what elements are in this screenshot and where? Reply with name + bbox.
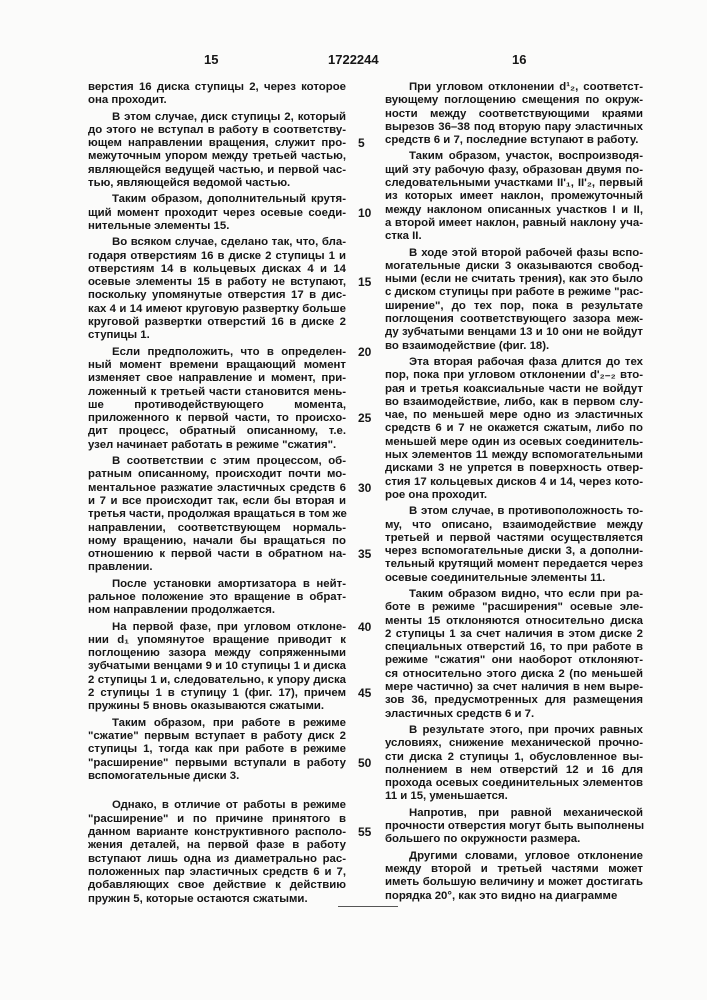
line-text: ных элементов 11 между вспомогательными xyxy=(385,449,643,461)
text-line xyxy=(385,150,643,163)
right-text-column xyxy=(385,81,643,906)
line-text: осевые элементы 15 в работу не вступают, xyxy=(88,276,346,288)
line-text: боте в режиме "расширения" осевые эле- xyxy=(385,601,643,613)
text-line xyxy=(385,737,643,750)
text-line xyxy=(385,519,643,532)
line-text: ше противодействующего момента, xyxy=(88,399,346,411)
text-line xyxy=(88,770,346,783)
text-line xyxy=(88,137,346,150)
line-text: вспомогательные диски 3. xyxy=(88,770,239,782)
line-text: ральное положение это вращение в обрат- xyxy=(88,591,346,603)
line-text: менты 15 отклоняются относительно диска xyxy=(385,615,643,627)
line-text: отношению к первой части в обратном на- xyxy=(88,548,346,560)
line-text: Если предположить, что в определен- xyxy=(112,346,346,358)
text-line xyxy=(88,439,346,452)
line-text: щий эту рабочую фазу, образован двумя по- xyxy=(385,164,643,176)
paragraph xyxy=(88,193,346,233)
line-text: третья части, продолжая вращаться в том же xyxy=(88,508,347,520)
text-line xyxy=(385,654,643,667)
text-line xyxy=(385,121,643,134)
line-number: 35 xyxy=(358,548,371,561)
text-line xyxy=(385,863,643,876)
line-text: 11 и 15, уменьшается. xyxy=(385,790,508,802)
line-text: поскольку упомянутые отверстия 17 в дис- xyxy=(88,289,346,301)
text-line xyxy=(385,668,643,681)
line-text: через вспомогательные диски 3, а дополни- xyxy=(385,545,643,557)
paragraph xyxy=(385,850,643,903)
paragraph xyxy=(88,81,346,108)
text-line xyxy=(88,866,346,879)
line-text: отверстиям 14 в кольцевых дисках 4 и 14 xyxy=(88,263,346,275)
paragraph xyxy=(88,621,346,714)
line-text: порядка 20°, как это видно на диаграмме xyxy=(385,890,617,902)
paragraph xyxy=(385,724,643,804)
line-text: до этого не вступал в работу в соответству- xyxy=(88,124,346,136)
line-text: данном варианте конструктивного располо- xyxy=(88,826,346,838)
text-line xyxy=(88,399,346,412)
text-line xyxy=(385,601,643,614)
text-line xyxy=(385,807,643,820)
text-line xyxy=(88,329,346,342)
text-line xyxy=(385,850,643,863)
line-text: Таким образом, при работе в режиме xyxy=(112,717,346,729)
text-line xyxy=(385,177,643,190)
line-text: ющем направлении вращения, служит про- xyxy=(88,137,346,149)
line-text: В этом случае, в противоположность то- xyxy=(409,505,643,517)
paragraph xyxy=(88,717,346,783)
line-text: во взаимодействие, либо, как в первом слу- xyxy=(385,396,643,408)
text-line xyxy=(88,359,346,372)
text-line xyxy=(88,81,346,94)
line-text: В результате этого, при прочих равных xyxy=(409,724,643,736)
paragraph xyxy=(385,505,643,585)
text-line xyxy=(385,134,643,147)
text-line xyxy=(88,674,346,687)
line-text: Во всяком случае, сделано так, что, бла- xyxy=(112,236,346,248)
paragraph xyxy=(385,807,643,847)
text-line xyxy=(385,708,643,721)
text-line xyxy=(88,303,346,316)
text-line xyxy=(88,193,346,206)
text-line xyxy=(385,462,643,475)
text-line xyxy=(88,207,346,220)
text-line xyxy=(385,545,643,558)
line-text: тельный крутящий момент передается через xyxy=(385,558,643,570)
text-line xyxy=(385,217,643,230)
left-text-column xyxy=(88,81,346,909)
text-line xyxy=(88,455,346,468)
line-text: "расширение" и по причине принятого в xyxy=(88,813,346,825)
line-text: пор, пока при угловом отклонении d'₂₋₂ вто- xyxy=(385,369,643,381)
text-line xyxy=(88,289,346,302)
line-text: осевые соединительные элементы 11. xyxy=(385,572,605,584)
line-text: вступают лишь одна из диаметрально рас- xyxy=(88,853,346,865)
left-page-number: 15 xyxy=(204,52,218,67)
line-text: ся относительно этого диска 2 (по меньшей xyxy=(385,668,643,680)
line-text: зубчатыми венцами 9 и 10 ступицы 1 и диска xyxy=(88,660,346,672)
line-text: "расширение" первыми вступали в работу xyxy=(88,757,346,769)
text-line xyxy=(88,717,346,730)
line-number: 30 xyxy=(358,482,371,495)
paragraph xyxy=(88,346,346,452)
line-number: 20 xyxy=(358,346,371,359)
line-text: жения деталей, на первой фазе в работу xyxy=(88,839,346,851)
line-text: режиме "сжатия" они наоборот отклоняют- xyxy=(385,654,643,666)
line-text: вующему поглощению смещения по окруж- xyxy=(385,94,643,106)
text-line xyxy=(385,422,643,435)
line-text: могательные диски 3 оказываются свобод- xyxy=(385,260,643,272)
right-page-number: 16 xyxy=(512,52,526,67)
line-text: нительные элементы 15. xyxy=(88,220,229,232)
line-text: из которых имеет наклон, промежуточный xyxy=(385,190,643,202)
line-text: она проходит. xyxy=(88,94,167,106)
line-text: следовательными участками II'₁, II'₂, первый xyxy=(385,177,643,189)
text-line xyxy=(385,164,643,177)
line-text: Эта вторая рабочая фаза длится до тех xyxy=(409,356,643,368)
line-text: полнением в нем отверстий 12 и 16 для xyxy=(385,764,643,776)
text-line xyxy=(88,591,346,604)
line-text: ном направлении продолжается. xyxy=(88,604,275,616)
line-text: поглощения соответствующего зазора меж- xyxy=(385,313,643,325)
paragraph xyxy=(88,236,346,342)
line-text: В этом случае, диск ступицы 2, который xyxy=(112,111,346,123)
line-text: Таким образом видно, что если при ра- xyxy=(409,588,643,600)
line-text: мере частично) за счет наличия в нем выре- xyxy=(385,681,643,693)
line-text: прохода осевых соединительных элементов xyxy=(385,777,643,789)
line-text: являющейся ведущей частью, и первой час- xyxy=(88,164,346,176)
line-text: "сжатие" первым вступает в работу диск 2 xyxy=(88,730,346,742)
line-text: ширение", до тех пор, пока в результате xyxy=(385,300,643,312)
line-text: нии d₁ упомянутое вращение приводит к xyxy=(88,634,346,646)
line-text: во взаимодействие (фиг. 18). xyxy=(385,340,549,352)
paragraph xyxy=(385,247,643,353)
text-line xyxy=(385,190,643,203)
line-text: ду зубчатыми венцами 13 и 10 они не войдут xyxy=(385,326,643,338)
text-line xyxy=(88,799,346,812)
text-line xyxy=(385,436,643,449)
text-line xyxy=(88,879,346,892)
text-line xyxy=(88,495,346,508)
line-text: с диском ступицы при работе в режиме "рас- xyxy=(385,286,643,298)
text-line xyxy=(385,724,643,737)
line-text: Таким образом, участок, воспроизводя- xyxy=(409,150,643,162)
text-line xyxy=(88,124,346,137)
text-line xyxy=(88,412,346,425)
text-line xyxy=(88,548,346,561)
text-line xyxy=(385,833,643,846)
text-line xyxy=(385,313,643,326)
line-text: 2 ступицы 1 за счет наличия в этом диске 2 xyxy=(385,628,643,640)
line-text: тью, являющейся ведомой частью. xyxy=(88,177,290,189)
text-line xyxy=(385,489,643,502)
line-text: круговой развертки отверстий 16 в диске 2 xyxy=(88,316,346,328)
text-line xyxy=(88,150,346,163)
line-text: чае, по меньшей мере одно из эластичных xyxy=(385,409,643,421)
line-text: стия 17 кольцевых дисков 4 и 14, через кото- xyxy=(385,476,643,488)
line-text: 2 ступицы 1 и, следовательно, к упору диска xyxy=(88,674,346,686)
text-line xyxy=(385,383,643,396)
text-line xyxy=(385,273,643,286)
line-text: правлении. xyxy=(88,561,153,573)
text-line xyxy=(385,588,643,601)
text-line xyxy=(88,386,346,399)
line-text: специальных отверстий 16, то при работе в xyxy=(385,641,643,653)
text-line xyxy=(88,94,346,107)
text-line xyxy=(385,247,643,260)
text-line xyxy=(385,230,643,243)
paragraph xyxy=(88,799,346,905)
text-line xyxy=(385,449,643,462)
line-number: 40 xyxy=(358,621,371,634)
line-text: 2 ступицы 1 в ступицу 1 (фиг. 17), причем xyxy=(88,687,346,699)
text-line xyxy=(88,164,346,177)
line-text: щий момент проходит через осевые соеди- xyxy=(88,207,346,219)
text-line xyxy=(385,641,643,654)
text-line xyxy=(88,425,346,438)
text-line xyxy=(88,826,346,839)
line-text: узел начинает работать в режиме "сжатия". xyxy=(88,439,336,451)
line-text: При угловом отклонении d¹₂, соответст- xyxy=(409,81,643,93)
line-text: После установки амортизатора в нейт- xyxy=(112,578,346,590)
text-line xyxy=(88,468,346,481)
line-text: ложенный к третьей части становится мень- xyxy=(88,386,346,398)
line-text: му, что описано, взаимодействие между xyxy=(385,519,643,531)
text-line xyxy=(385,628,643,641)
line-text: рое она проходит. xyxy=(385,489,487,501)
text-line xyxy=(88,236,346,249)
text-line xyxy=(88,561,346,574)
line-text: дисками 3 не упрется в поверхность отвер- xyxy=(385,462,643,474)
line-text: верстия 16 диска ступицы 2, через которое xyxy=(88,81,346,93)
paragraph xyxy=(88,455,346,575)
text-line xyxy=(88,687,346,700)
line-number: 5 xyxy=(358,137,365,150)
text-line xyxy=(385,260,643,273)
line-text: ными (если не считать трения), как это было xyxy=(385,273,643,285)
text-line xyxy=(88,634,346,647)
line-text: сти диска 2 ступицы 1, обусловленное вы- xyxy=(385,751,643,763)
text-line xyxy=(385,108,643,121)
text-line xyxy=(88,660,346,673)
text-line xyxy=(88,316,346,329)
line-number: 55 xyxy=(358,826,371,839)
line-text: эластичных средств 6 и 7. xyxy=(385,708,534,720)
blank-line xyxy=(88,786,346,799)
line-number: 15 xyxy=(358,276,371,289)
text-line xyxy=(385,326,643,339)
end-rule xyxy=(338,906,398,907)
text-line xyxy=(385,369,643,382)
line-text: изменяет свое направление и момент, при- xyxy=(88,372,346,384)
line-text: между наклоном описанных участков I и II, xyxy=(385,204,643,216)
text-line xyxy=(385,286,643,299)
line-text: пружины 5 вновь оказываются сжатыми. xyxy=(88,700,324,712)
text-line xyxy=(88,250,346,263)
line-text: иметь большую величину и может достигать xyxy=(385,876,643,888)
line-text: Другими словами, угловое отклонение xyxy=(409,850,643,862)
text-line xyxy=(385,409,643,422)
line-text: поглощению зазора между сопряженными xyxy=(88,647,346,659)
text-line xyxy=(385,204,643,217)
line-number: 45 xyxy=(358,687,371,700)
text-line xyxy=(385,615,643,628)
text-line xyxy=(88,604,346,617)
text-line xyxy=(385,81,643,94)
text-line xyxy=(385,572,643,585)
text-line xyxy=(385,476,643,489)
line-text: В соответствии с этим процессом, об- xyxy=(112,455,346,467)
text-line xyxy=(88,346,346,359)
text-line xyxy=(88,263,346,276)
text-line xyxy=(385,820,643,833)
line-number: 25 xyxy=(358,412,371,425)
text-line xyxy=(88,839,346,852)
text-line xyxy=(88,621,346,634)
line-text: дит процесс, обратный описанному, т.е. xyxy=(88,425,346,437)
line-text: и 7 и все происходит так, если бы вторая и xyxy=(88,495,346,507)
text-line xyxy=(88,813,346,826)
text-line xyxy=(88,372,346,385)
line-text: стка II. xyxy=(385,230,422,242)
text-line xyxy=(385,777,643,790)
line-text: между второй и третьей частями может xyxy=(385,863,643,875)
line-text: Таким образом, дополнительный крутя- xyxy=(112,193,346,205)
text-line xyxy=(385,764,643,777)
line-text: ности между соответствующими краями xyxy=(385,108,643,120)
line-number: 10 xyxy=(358,207,371,220)
line-text: рая и третья коаксиальные части не войдут xyxy=(385,383,643,395)
patent-number: 1722244 xyxy=(328,52,379,67)
text-line xyxy=(88,508,346,521)
text-line xyxy=(385,396,643,409)
text-line xyxy=(88,177,346,190)
line-text: годаря отверстиям 16 в диске 2 ступицы 1 и xyxy=(88,250,346,262)
line-text: пружин 5, которые остаются сжатыми. xyxy=(88,893,308,905)
line-text: меньшей мере один из осевых соединитель- xyxy=(385,436,643,448)
text-line xyxy=(385,340,643,353)
text-line xyxy=(88,757,346,770)
paragraph xyxy=(385,588,643,721)
line-number: 50 xyxy=(358,757,371,770)
line-text: средств 6 и 7, последние вступают в работу. xyxy=(385,134,638,146)
line-text: ному вращению, начали бы вращаться по xyxy=(88,535,346,547)
text-line xyxy=(88,700,346,713)
line-text: направлении, соответствующем нормаль- xyxy=(88,522,346,534)
line-text: ступицы 1, тогда как при работе в режиме xyxy=(88,743,346,755)
line-text: положенных пар эластичных средств 6 и 7, xyxy=(88,866,346,878)
line-text: добавляющих свое действие к действию xyxy=(88,879,346,891)
text-line xyxy=(88,730,346,743)
text-line xyxy=(88,111,346,124)
text-line xyxy=(385,300,643,313)
line-text: а второй имеет наклон, равный наклону уча- xyxy=(385,217,643,229)
text-line xyxy=(385,790,643,803)
line-text: большего по окружности размера. xyxy=(385,833,580,845)
text-line xyxy=(385,505,643,518)
text-line xyxy=(88,647,346,660)
text-line xyxy=(385,356,643,369)
paragraph xyxy=(88,111,346,191)
line-text: третьей и первой частями осуществляется xyxy=(385,532,643,544)
text-line xyxy=(88,743,346,756)
line-text: ментальное разжатие эластичных средств 6 xyxy=(88,482,346,494)
text-line xyxy=(88,893,346,906)
line-text: зов 36, предусмотренных для размещения xyxy=(385,694,643,706)
line-text: прочности отверстия могут быть выполнены xyxy=(385,820,644,832)
line-text: Однако, в отличие от работы в режиме xyxy=(112,799,346,811)
text-line xyxy=(385,94,643,107)
line-text: условиях, снижение механической прочно- xyxy=(385,737,643,749)
text-line xyxy=(88,220,346,233)
line-text: Напротив, при равной механической xyxy=(409,807,643,819)
line-text: ный момент времени вращающий момент xyxy=(88,359,346,371)
line-text: ступицы 1. xyxy=(88,329,150,341)
line-text: приложенного к первой части, то происхо- xyxy=(88,412,346,424)
line-text: средств 6 и 7 не окажется сжатым, либо по xyxy=(385,422,643,434)
text-line xyxy=(88,482,346,495)
text-line xyxy=(385,694,643,707)
text-line xyxy=(88,276,346,289)
line-text: ратным описанному, происходит почти мо- xyxy=(88,468,346,480)
paragraph xyxy=(385,81,643,147)
text-line xyxy=(385,558,643,571)
text-line xyxy=(88,522,346,535)
text-line xyxy=(385,751,643,764)
text-line xyxy=(88,535,346,548)
line-text: вырезов 36–38 под вторую пару эластичных xyxy=(385,121,643,133)
text-line xyxy=(385,681,643,694)
text-line xyxy=(88,578,346,591)
line-text: межуточным упором между третьей частью, xyxy=(88,150,346,162)
line-text: В ходе этой второй рабочей фазы вспо- xyxy=(409,247,643,259)
line-text: ках 4 и 14 имеют круговую развертку больше xyxy=(88,303,346,315)
paragraph xyxy=(385,150,643,243)
text-line xyxy=(385,876,643,889)
text-line xyxy=(88,853,346,866)
text-line xyxy=(385,532,643,545)
text-line xyxy=(385,890,643,903)
paragraph xyxy=(385,356,643,502)
paragraph xyxy=(88,578,346,618)
line-text: На первой фазе, при угловом отклоне- xyxy=(112,621,346,633)
